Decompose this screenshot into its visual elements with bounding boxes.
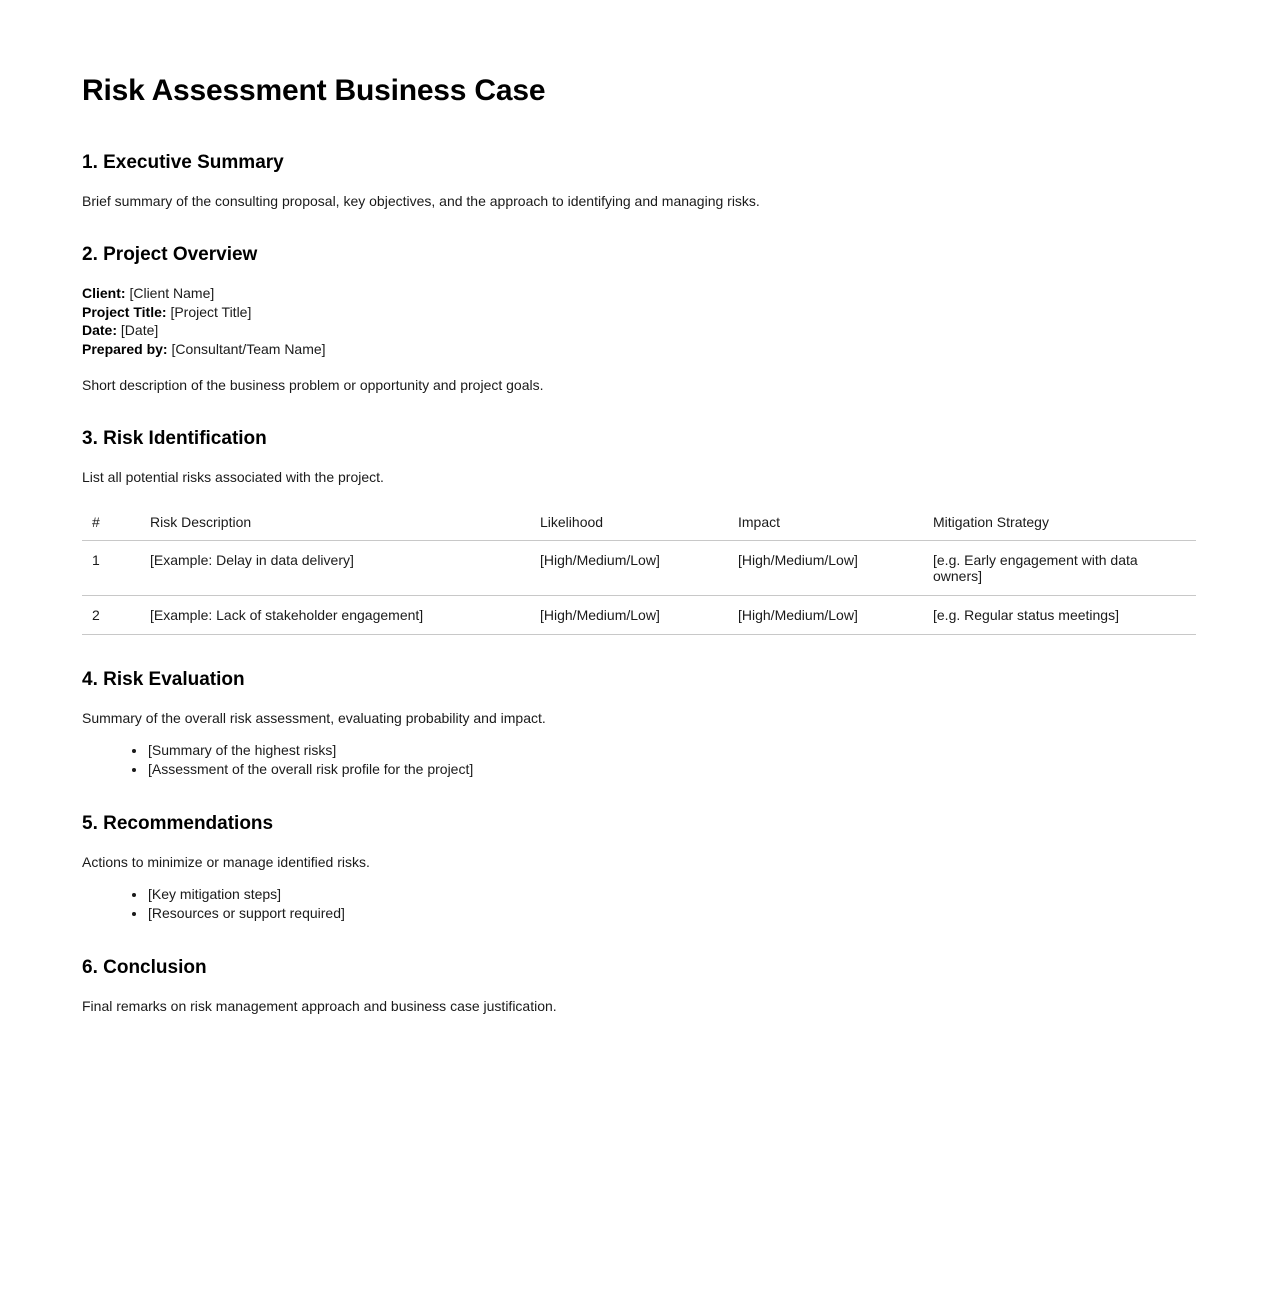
section-executive-summary bbox=[82, 152, 1196, 210]
project-overview-body: Short description of the business problem or opportunity and project goals. bbox=[82, 377, 544, 393]
cell-mitigation: [e.g. Early engagement with data owners] bbox=[923, 541, 1196, 596]
field-client-label: Client: bbox=[82, 285, 126, 301]
cell-mitigation: [e.g. Regular status meetings] bbox=[923, 596, 1196, 635]
column-header-description: Risk Description bbox=[140, 508, 530, 541]
project-overview-fields bbox=[82, 284, 1196, 358]
section-risk-identification bbox=[82, 428, 1196, 635]
section-heading-conclusion: 6. Conclusion bbox=[82, 957, 207, 978]
list-item: [Resources or support required] bbox=[148, 904, 1196, 923]
field-client-value: [Client Name] bbox=[129, 285, 215, 301]
column-header-likelihood: Likelihood bbox=[530, 508, 728, 541]
recommendations-list bbox=[82, 885, 1196, 923]
list-item: [Key mitigation steps] bbox=[148, 885, 1196, 904]
cell-likelihood: [High/Medium/Low] bbox=[530, 596, 728, 635]
executive-summary-body: Brief summary of the consulting proposal, key objectives, and the approach to identifying and managing risks. bbox=[82, 193, 760, 209]
page-title: Risk Assessment Business Case bbox=[82, 74, 546, 107]
table-row bbox=[82, 541, 1196, 596]
cell-description: [Example: Lack of stakeholder engagement] bbox=[140, 596, 530, 635]
column-header-number: # bbox=[82, 508, 140, 541]
field-date bbox=[82, 321, 1196, 340]
table-header-row bbox=[82, 508, 1196, 541]
field-prepared-by-value: [Consultant/Team Name] bbox=[171, 340, 326, 357]
cell-likelihood: [High/Medium/Low] bbox=[530, 541, 728, 596]
column-header-mitigation: Mitigation Strategy bbox=[923, 508, 1196, 541]
table-row bbox=[82, 596, 1196, 635]
recommendations-intro: Actions to minimize or manage identified risks. bbox=[82, 854, 370, 870]
risk-table-body bbox=[82, 541, 1196, 635]
cell-number: 1 bbox=[82, 541, 140, 596]
risk-evaluation-list bbox=[82, 741, 1196, 779]
field-project-title-label: Project Title: bbox=[82, 303, 167, 320]
field-project-title bbox=[82, 303, 1196, 322]
section-recommendations bbox=[82, 813, 1196, 923]
cell-impact: [High/Medium/Low] bbox=[728, 596, 923, 635]
section-risk-evaluation bbox=[82, 669, 1196, 779]
section-heading-risk-identification: 3. Risk Identification bbox=[82, 428, 267, 449]
field-client bbox=[82, 284, 1196, 303]
list-item: [Summary of the highest risks] bbox=[148, 741, 1196, 760]
risk-evaluation-intro: Summary of the overall risk assessment, evaluating probability and impact. bbox=[82, 710, 546, 726]
section-heading-risk-evaluation: 4. Risk Evaluation bbox=[82, 669, 245, 690]
list-item: [Assessment of the overall risk profile for the project] bbox=[148, 760, 1196, 779]
field-date-value: [Date] bbox=[120, 322, 159, 338]
section-heading-executive-summary: 1. Executive Summary bbox=[82, 152, 284, 173]
section-heading-project-overview: 2. Project Overview bbox=[82, 244, 258, 265]
section-heading-recommendations: 5. Recommendations bbox=[82, 813, 274, 834]
risk-table bbox=[82, 508, 1196, 635]
risk-identification-intro: List all potential risks associated with the project. bbox=[82, 469, 384, 485]
conclusion-body: Final remarks on risk management approach and business case justification. bbox=[82, 998, 557, 1014]
risk-table-head bbox=[82, 508, 1196, 541]
field-prepared-by-label: Prepared by: bbox=[82, 340, 168, 357]
field-project-title-value: [Project Title] bbox=[170, 303, 252, 320]
cell-number: 2 bbox=[82, 596, 140, 635]
section-project-overview bbox=[82, 244, 1196, 394]
cell-description: [Example: Delay in data delivery] bbox=[140, 541, 530, 596]
field-date-label: Date: bbox=[82, 322, 118, 338]
cell-impact: [High/Medium/Low] bbox=[728, 541, 923, 596]
column-header-impact: Impact bbox=[728, 508, 923, 541]
section-conclusion bbox=[82, 957, 1196, 1015]
field-prepared-by bbox=[82, 340, 1196, 359]
